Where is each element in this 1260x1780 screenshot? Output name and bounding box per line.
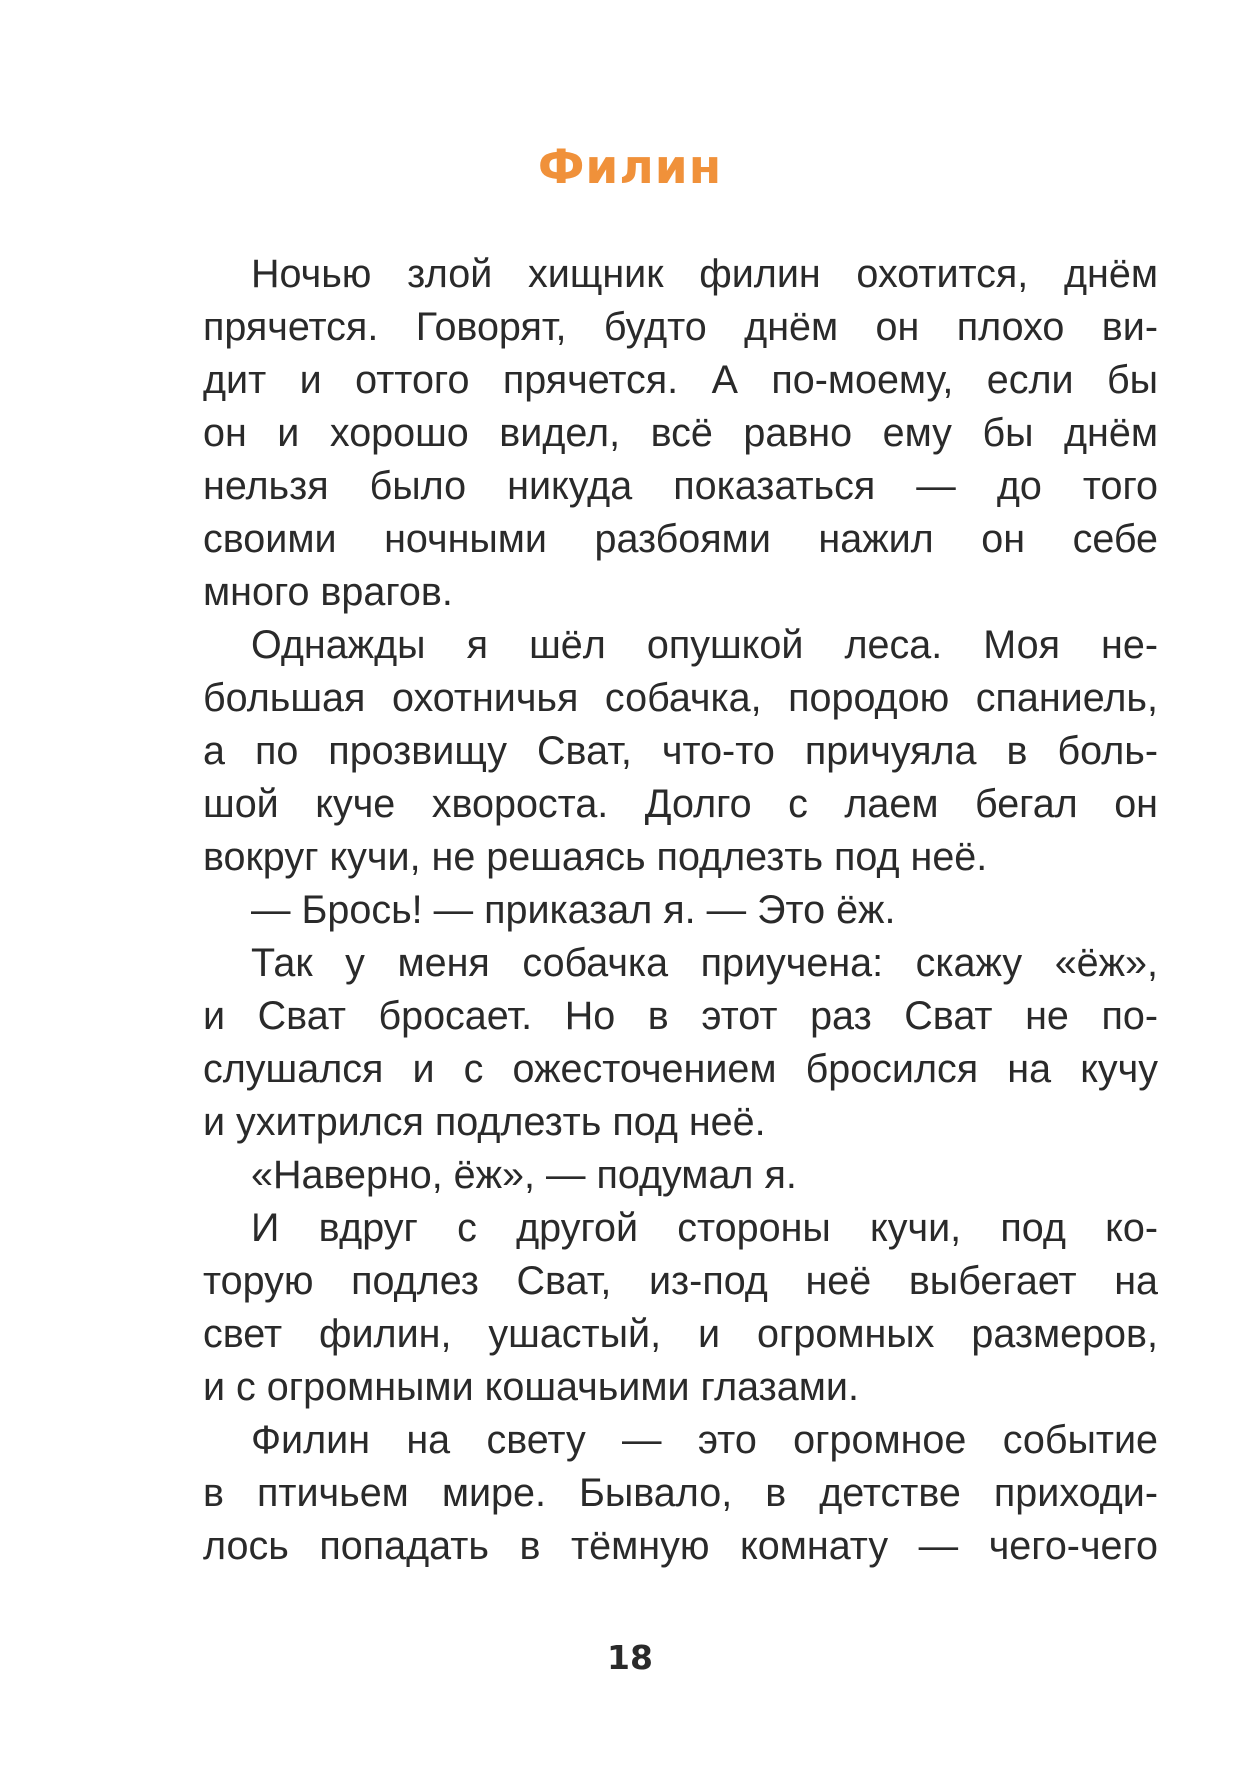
text-line: и Сват бросает. Но в этот раз Сват не по- [203, 994, 1158, 1038]
text-line: Ночью злой хищник филин охотится, днём [251, 252, 1158, 296]
text-line: слушался и с ожесточением бросился на кучу [203, 1047, 1158, 1091]
text-line: торую подлез Сват, из-под неё выбегает на [203, 1259, 1158, 1303]
text-line: нельзя было никуда показаться — до того [203, 464, 1158, 508]
text-line: «Наверно, ёж», — подумал я. [251, 1153, 797, 1197]
text-line: своими ночными разбоями нажил он себе [203, 517, 1158, 561]
text-line: а по прозвищу Сват, что-то причуяла в боль- [203, 729, 1158, 773]
text-line: большая охотничья собачка, породою спаниель, [203, 676, 1158, 720]
text-line: много врагов. [203, 570, 453, 614]
text-line: И вдруг с другой стороны кучи, под ко- [251, 1206, 1158, 1250]
text-line: дит и оттого прячется. А по-моему, если бы [203, 358, 1158, 402]
page-number: 18 [607, 1638, 653, 1677]
chapter-title: Филин [537, 140, 723, 195]
text-line: Филин на свету — это огромное событие [251, 1418, 1158, 1462]
story-text [203, 248, 1158, 1573]
text-line: Так у меня собачка приучена: скажу «ёж», [251, 941, 1158, 985]
text-line: — Брось! — приказал я. — Это ёж. [251, 888, 896, 932]
text-line: шой куче хвороста. Долго с лаем бегал он [203, 782, 1158, 826]
text-line: вокруг кучи, не решаясь подлезть под неё. [203, 835, 988, 879]
text-line: он и хорошо видел, всё равно ему бы днём [203, 411, 1158, 455]
text-line: и с огромными кошачьими глазами. [203, 1365, 859, 1409]
text-line: лось попадать в тёмную комнату — чего-чего [203, 1524, 1158, 1568]
text-line: свет филин, ушастый, и огромных размеров, [203, 1312, 1158, 1356]
text-line: и ухитрился подлезть под неё. [203, 1100, 766, 1144]
text-line: Однажды я шёл опушкой леса. Моя не- [251, 623, 1158, 667]
text-line: прячется. Говорят, будто днём он плохо ви- [203, 305, 1158, 349]
text-line: в птичьем мире. Бывало, в детстве приходи- [203, 1471, 1158, 1515]
